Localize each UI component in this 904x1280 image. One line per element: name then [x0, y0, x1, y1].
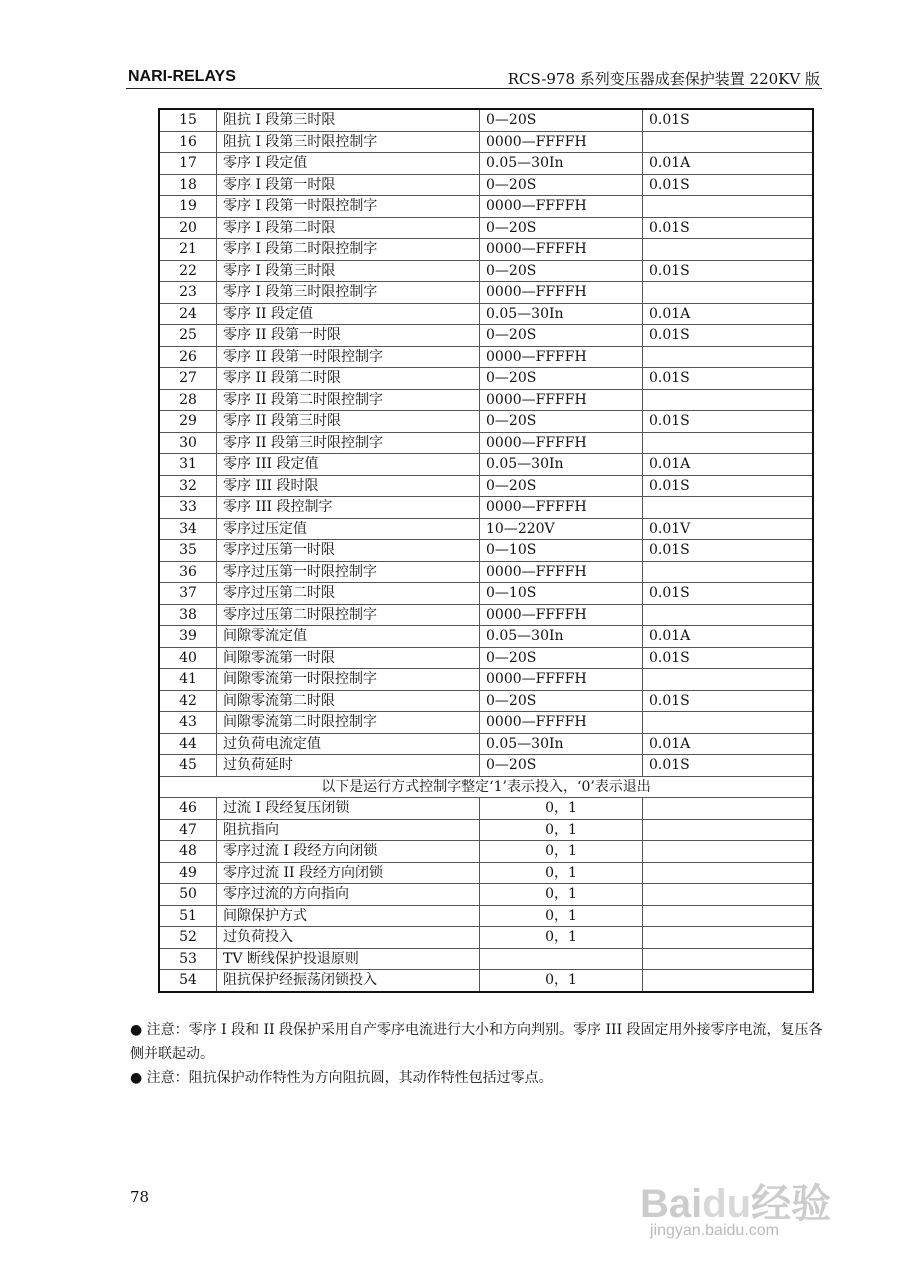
setting-range: 10—220V	[480, 518, 643, 540]
table-row	[159, 626, 813, 648]
table-row	[159, 153, 813, 175]
setting-name: 零序 I 段第二时限控制字	[217, 239, 480, 261]
row-number: 25	[159, 325, 217, 347]
row-number: 51	[159, 905, 217, 927]
row-number: 20	[159, 217, 217, 239]
table-row	[159, 325, 813, 347]
setting-step	[643, 669, 814, 691]
setting-range: 0，1	[480, 819, 643, 841]
setting-step	[643, 604, 814, 626]
setting-step	[643, 798, 814, 820]
setting-step: 0.01S	[643, 647, 814, 669]
setting-range: 0—20S	[480, 755, 643, 777]
row-number: 43	[159, 712, 217, 734]
setting-name: 零序 II 段第三时限控制字	[217, 432, 480, 454]
table-row	[159, 905, 813, 927]
setting-range: 0—20S	[480, 217, 643, 239]
table-row	[159, 368, 813, 390]
setting-range: 0，1	[480, 862, 643, 884]
setting-name: 间隙零流第二时限控制字	[217, 712, 480, 734]
setting-step: 0.01S	[643, 690, 814, 712]
setting-step	[643, 884, 814, 906]
setting-range: 0000—FFFFH	[480, 346, 643, 368]
setting-range: 0000—FFFFH	[480, 282, 643, 304]
setting-step: 0.01S	[643, 475, 814, 497]
row-number: 41	[159, 669, 217, 691]
notes	[130, 1018, 830, 1090]
setting-step	[643, 282, 814, 304]
setting-range: 0000—FFFFH	[480, 669, 643, 691]
setting-range: 0000—FFFFH	[480, 561, 643, 583]
table-row	[159, 239, 813, 261]
setting-range: 0—20S	[480, 647, 643, 669]
setting-step	[643, 561, 814, 583]
setting-name: 零序 II 段第三时限	[217, 411, 480, 433]
row-number: 35	[159, 540, 217, 562]
setting-step	[643, 432, 814, 454]
setting-step: 0.01S	[643, 368, 814, 390]
table-row	[159, 690, 813, 712]
setting-step: 0.01S	[643, 583, 814, 605]
table-row	[159, 884, 813, 906]
setting-step	[643, 346, 814, 368]
row-number: 52	[159, 927, 217, 949]
row-number: 24	[159, 303, 217, 325]
row-number: 36	[159, 561, 217, 583]
setting-step: 0.01A	[643, 454, 814, 476]
setting-step: 0.01A	[643, 733, 814, 755]
setting-range: 0—20S	[480, 690, 643, 712]
table-row	[159, 475, 813, 497]
setting-range: 0—20S	[480, 109, 643, 131]
table-row	[159, 432, 813, 454]
row-number: 44	[159, 733, 217, 755]
setting-name: 零序 I 段第一时限控制字	[217, 196, 480, 218]
setting-range: 0，1	[480, 884, 643, 906]
table-row	[159, 819, 813, 841]
setting-name: 间隙零流定值	[217, 626, 480, 648]
table-row	[159, 712, 813, 734]
row-number: 40	[159, 647, 217, 669]
row-number: 15	[159, 109, 217, 131]
setting-step: 0.01S	[643, 411, 814, 433]
setting-name: 阻抗保护经振荡闭锁投入	[217, 970, 480, 992]
setting-name: 零序过压定值	[217, 518, 480, 540]
table-row	[159, 798, 813, 820]
row-number: 19	[159, 196, 217, 218]
setting-name: 零序 III 段时限	[217, 475, 480, 497]
setting-range: 0，1	[480, 927, 643, 949]
setting-range	[480, 948, 643, 970]
setting-range: 0—20S	[480, 368, 643, 390]
table-row	[159, 454, 813, 476]
document-title: RCS-978 系列变压器成套保护装置 220KV 版	[507, 70, 820, 88]
setting-range: 0000—FFFFH	[480, 604, 643, 626]
setting-step	[643, 905, 814, 927]
setting-step: 0.01S	[643, 260, 814, 282]
setting-range: 0.05—30In	[480, 626, 643, 648]
setting-name: 零序过压第一时限控制字	[217, 561, 480, 583]
setting-step: 0.01A	[643, 153, 814, 175]
table-row	[159, 411, 813, 433]
row-number: 23	[159, 282, 217, 304]
section-row	[159, 776, 813, 798]
setting-name: 零序过压第一时限	[217, 540, 480, 562]
setting-name: 过负荷投入	[217, 927, 480, 949]
setting-step	[643, 970, 814, 992]
setting-step: 0.01A	[643, 303, 814, 325]
row-number: 29	[159, 411, 217, 433]
setting-range: 0—10S	[480, 583, 643, 605]
setting-range: 0，1	[480, 905, 643, 927]
table-row	[159, 303, 813, 325]
setting-range: 0—20S	[480, 260, 643, 282]
setting-name: 零序过流的方向指向	[217, 884, 480, 906]
settings-table	[158, 108, 814, 993]
setting-name: 零序 I 段第三时限	[217, 260, 480, 282]
setting-step: 0.01V	[643, 518, 814, 540]
table-row	[159, 389, 813, 411]
table-row	[159, 927, 813, 949]
setting-step	[643, 389, 814, 411]
setting-range: 0000—FFFFH	[480, 432, 643, 454]
setting-step: 0.01S	[643, 755, 814, 777]
table-row	[159, 109, 813, 131]
setting-name: 间隙零流第二时限	[217, 690, 480, 712]
setting-step: 0.01S	[643, 325, 814, 347]
table-row	[159, 561, 813, 583]
setting-range: 0000—FFFFH	[480, 131, 643, 153]
row-number: 21	[159, 239, 217, 261]
setting-range: 0—20S	[480, 411, 643, 433]
setting-step: 0.01S	[643, 217, 814, 239]
setting-range: 0，1	[480, 970, 643, 992]
setting-name: 间隙零流第一时限控制字	[217, 669, 480, 691]
table-row	[159, 862, 813, 884]
setting-range: 0.05—30In	[480, 153, 643, 175]
setting-step	[643, 712, 814, 734]
section-label: 以下是运行方式控制字整定‘1’表示投入，‘0’表示退出	[159, 776, 813, 798]
setting-name: 过负荷延时	[217, 755, 480, 777]
table-row	[159, 841, 813, 863]
table-row	[159, 196, 813, 218]
row-number: 37	[159, 583, 217, 605]
setting-step	[643, 948, 814, 970]
setting-step	[643, 196, 814, 218]
table-row	[159, 604, 813, 626]
row-number: 30	[159, 432, 217, 454]
setting-name: 零序过压第二时限	[217, 583, 480, 605]
row-number: 17	[159, 153, 217, 175]
setting-range: 0.05—30In	[480, 454, 643, 476]
row-number: 54	[159, 970, 217, 992]
setting-range: 0000—FFFFH	[480, 497, 643, 519]
setting-step	[643, 131, 814, 153]
setting-range: 0.05—30In	[480, 733, 643, 755]
row-number: 34	[159, 518, 217, 540]
row-number: 22	[159, 260, 217, 282]
setting-name: 零序 II 段第一时限	[217, 325, 480, 347]
setting-range: 0，1	[480, 798, 643, 820]
setting-step: 0.01S	[643, 109, 814, 131]
setting-name: 阻抗指向	[217, 819, 480, 841]
setting-range: 0—10S	[480, 540, 643, 562]
row-number: 49	[159, 862, 217, 884]
setting-step: 0.01A	[643, 626, 814, 648]
row-number: 42	[159, 690, 217, 712]
setting-range: 0000—FFFFH	[480, 712, 643, 734]
setting-name: TV 断线保护投退原则	[217, 948, 480, 970]
setting-range: 0000—FFFFH	[480, 196, 643, 218]
setting-name: 零序 II 段第二时限控制字	[217, 389, 480, 411]
table-row	[159, 669, 813, 691]
setting-name: 零序 I 段第三时限控制字	[217, 282, 480, 304]
row-number: 39	[159, 626, 217, 648]
setting-step	[643, 497, 814, 519]
setting-name: 阻抗 I 段第三时限	[217, 109, 480, 131]
setting-step	[643, 927, 814, 949]
header-rule	[126, 88, 822, 89]
row-number: 46	[159, 798, 217, 820]
note: ● 注意：阻抗保护动作特性为方向阻抗圆，其动作特性包括过零点。	[130, 1070, 553, 1086]
setting-range: 0000—FFFFH	[480, 389, 643, 411]
table-row	[159, 174, 813, 196]
setting-name: 零序 II 段第二时限	[217, 368, 480, 390]
table-row	[159, 970, 813, 992]
row-number: 26	[159, 346, 217, 368]
row-number: 16	[159, 131, 217, 153]
setting-name: 间隙保护方式	[217, 905, 480, 927]
setting-step: 0.01S	[643, 174, 814, 196]
setting-range: 0.05—30In	[480, 303, 643, 325]
setting-name: 零序过流 I 段经方向闭锁	[217, 841, 480, 863]
watermark-url: jingyan.baidu.com	[650, 1222, 779, 1239]
row-number: 31	[159, 454, 217, 476]
setting-name: 零序 II 段第一时限控制字	[217, 346, 480, 368]
table-row	[159, 733, 813, 755]
table-row	[159, 497, 813, 519]
brand: NARI-RELAYS	[128, 68, 236, 85]
row-number: 27	[159, 368, 217, 390]
setting-range: 0000—FFFFH	[480, 239, 643, 261]
setting-step	[643, 841, 814, 863]
note: ● 注意：零序 I 段和 II 段保护采用自产零序电流进行大小和方向判别。零序 III 段固定用外接零序电流，复压各侧并联起动。	[130, 1022, 823, 1062]
row-number: 50	[159, 884, 217, 906]
table-row	[159, 217, 813, 239]
setting-name: 零序过流 II 段经方向闭锁	[217, 862, 480, 884]
row-number: 45	[159, 755, 217, 777]
setting-step	[643, 239, 814, 261]
row-number: 38	[159, 604, 217, 626]
setting-name: 零序 I 段第一时限	[217, 174, 480, 196]
setting-step: 0.01S	[643, 540, 814, 562]
setting-name: 零序 I 段第二时限	[217, 217, 480, 239]
table-row	[159, 131, 813, 153]
setting-name: 零序 II 段定值	[217, 303, 480, 325]
setting-name: 过流 I 段经复压闭锁	[217, 798, 480, 820]
row-number: 32	[159, 475, 217, 497]
table-row	[159, 948, 813, 970]
watermark-logo: Baidu经验	[640, 1182, 832, 1226]
setting-name: 零序过压第二时限控制字	[217, 604, 480, 626]
row-number: 28	[159, 389, 217, 411]
table-row	[159, 540, 813, 562]
table-row	[159, 518, 813, 540]
setting-name: 零序 I 段定值	[217, 153, 480, 175]
setting-range: 0—20S	[480, 174, 643, 196]
row-number: 53	[159, 948, 217, 970]
row-number: 18	[159, 174, 217, 196]
setting-range: 0—20S	[480, 475, 643, 497]
setting-range: 0，1	[480, 841, 643, 863]
setting-name: 阻抗 I 段第三时限控制字	[217, 131, 480, 153]
table-row	[159, 583, 813, 605]
setting-name: 零序 III 段定值	[217, 454, 480, 476]
setting-name: 零序 III 段控制字	[217, 497, 480, 519]
setting-step	[643, 862, 814, 884]
setting-name: 间隙零流第一时限	[217, 647, 480, 669]
table-row	[159, 647, 813, 669]
row-number: 47	[159, 819, 217, 841]
row-number: 48	[159, 841, 217, 863]
setting-range: 0—20S	[480, 325, 643, 347]
table-row	[159, 282, 813, 304]
page-number: 78	[130, 1188, 150, 1206]
setting-step	[643, 819, 814, 841]
table-row	[159, 346, 813, 368]
table-row	[159, 260, 813, 282]
table-row	[159, 755, 813, 777]
row-number: 33	[159, 497, 217, 519]
setting-name: 过负荷电流定值	[217, 733, 480, 755]
